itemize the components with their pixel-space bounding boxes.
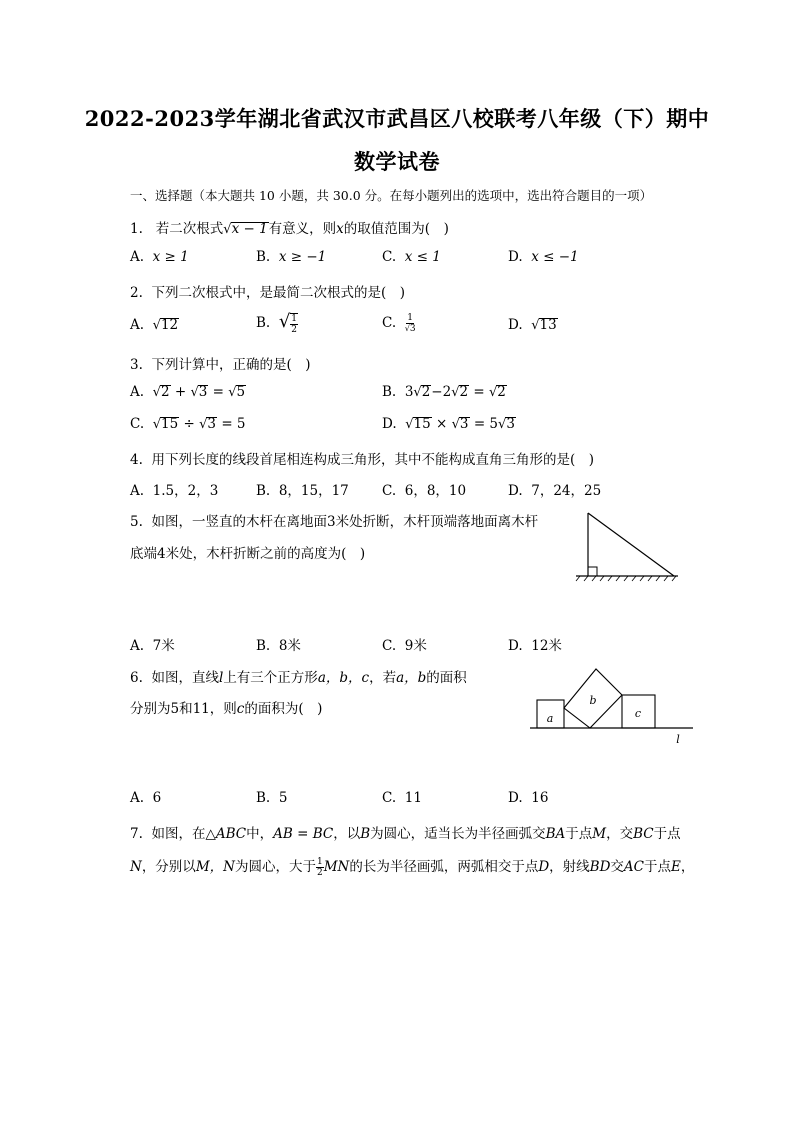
- q2-option-b: B. √ $\frac{1}{2}$: [256, 311, 298, 335]
- q6-option-c: C. 11: [382, 790, 422, 806]
- question-2: 2. 下列二次根式中，是最简二次根式的是( ): [130, 285, 406, 301]
- question-7-line2: N，分别以M，N为圆心，大于 $\frac{1}{2}$ MN的长为半径画弧，两弧相交于点D，射线BD交AC于点E，: [130, 857, 695, 878]
- q6-option-b: B. 5: [256, 790, 288, 806]
- q1-radicand: x − 1: [231, 221, 268, 237]
- q1-text-b: 有意义，则: [268, 221, 337, 237]
- q6-label-a: a: [546, 712, 554, 725]
- q1-option-a: A. x ≥ 1: [130, 249, 189, 265]
- q5-option-b: B. 8米: [256, 638, 301, 654]
- question-3: 3. 下列计算中，正确的是( ): [130, 357, 311, 373]
- q5-ground-hatching: [576, 576, 676, 581]
- q4-text: 用下列长度的线段首尾相连构成三角形，其中不能构成直角三角形的是( ): [151, 452, 595, 468]
- q3-option-a: A. √2 + √3 = √5: [130, 384, 246, 400]
- q5-figure-broken-pole: [574, 510, 684, 582]
- q4-option-b: B. 8，15，17: [256, 483, 349, 499]
- q1-option-b: B. x ≥ −1: [256, 249, 327, 265]
- q3-option-b: B. 3√2−2√2 = √2: [382, 384, 506, 400]
- exam-title-line1: 2022-2023学年湖北省武汉市武昌区八校联考八年级（下）期中: [84, 106, 710, 131]
- q1-text-c: 的取值范围为( ): [343, 221, 449, 237]
- q1-var: x: [336, 221, 344, 237]
- exam-title-line2: 数学试卷: [354, 149, 440, 174]
- q3-option-d: D. √15 × √3 = 5√3: [382, 416, 515, 432]
- q5-right-angle-mark: [588, 567, 597, 576]
- question-5-line2: 底端4米处，木杆折断之前的高度为( ): [130, 546, 366, 562]
- section-heading: 一、选择题（本大题共 10 小题，共 30.0 分。在每小题列出的选项中，选出符合题目的一项）: [130, 188, 653, 203]
- q4-option-c: C. 6，8，10: [382, 483, 467, 499]
- question-4: 4. 用下列长度的线段首尾相连构成三角形，其中不能构成直角三角形的是( ): [130, 452, 595, 468]
- q3-text: 下列计算中，正确的是( ): [151, 357, 311, 373]
- q1-number: 1.: [130, 221, 143, 237]
- q4-option-a: A. 1.5，2，3: [130, 483, 219, 499]
- q1-text-a: 若二次根式: [155, 221, 224, 237]
- question-6-line2: 分别为5和11，则c的面积为( ): [130, 701, 323, 717]
- q6-option-d: D. 16: [508, 790, 549, 806]
- q5-option-c: C. 9米: [382, 638, 427, 654]
- q5-option-a: A. 7米: [130, 638, 175, 654]
- question-1: 1. 若二次根式√x − 1有意义，则x的取值范围为( ): [130, 221, 449, 237]
- q1-option-c: C. x ≤ 1: [382, 249, 441, 265]
- q1-option-d: D. x ≤ −1: [508, 249, 579, 265]
- q2-option-a: A. √12: [130, 317, 179, 333]
- q5-option-d: D. 12米: [508, 638, 562, 654]
- question-7-line1: 7. 如图，在△ABC中，AB = BC，以B为圆心，适当长为半径画弧交BA于点M，交BC于点: [130, 826, 681, 842]
- q6-figure-squares: [528, 667, 698, 747]
- question-6-line1: 6. 如图，直线l上有三个正方形a，b，c，若a，b的面积: [130, 670, 467, 686]
- q6-label-l: l: [676, 733, 680, 746]
- q4-option-d: D. 7，24，25: [508, 483, 602, 499]
- q3-option-c: C. √15 ÷ √3 = 5: [130, 416, 246, 432]
- q6-label-c: c: [634, 707, 642, 720]
- question-5-line1: 5. 如图，一竖直的木杆在离地面3米处折断，木杆顶端落地面离木杆: [130, 514, 539, 530]
- q2-option-d: D. √13: [508, 317, 557, 333]
- q2-text: 下列二次根式中，是最简二次根式的是( ): [151, 285, 406, 301]
- q6-label-b: b: [589, 694, 597, 707]
- q6-option-a: A. 6: [130, 790, 162, 806]
- q2-option-c: C. $\frac{1}{√3}$: [382, 313, 416, 334]
- q5-fallen-top: [588, 513, 674, 576]
